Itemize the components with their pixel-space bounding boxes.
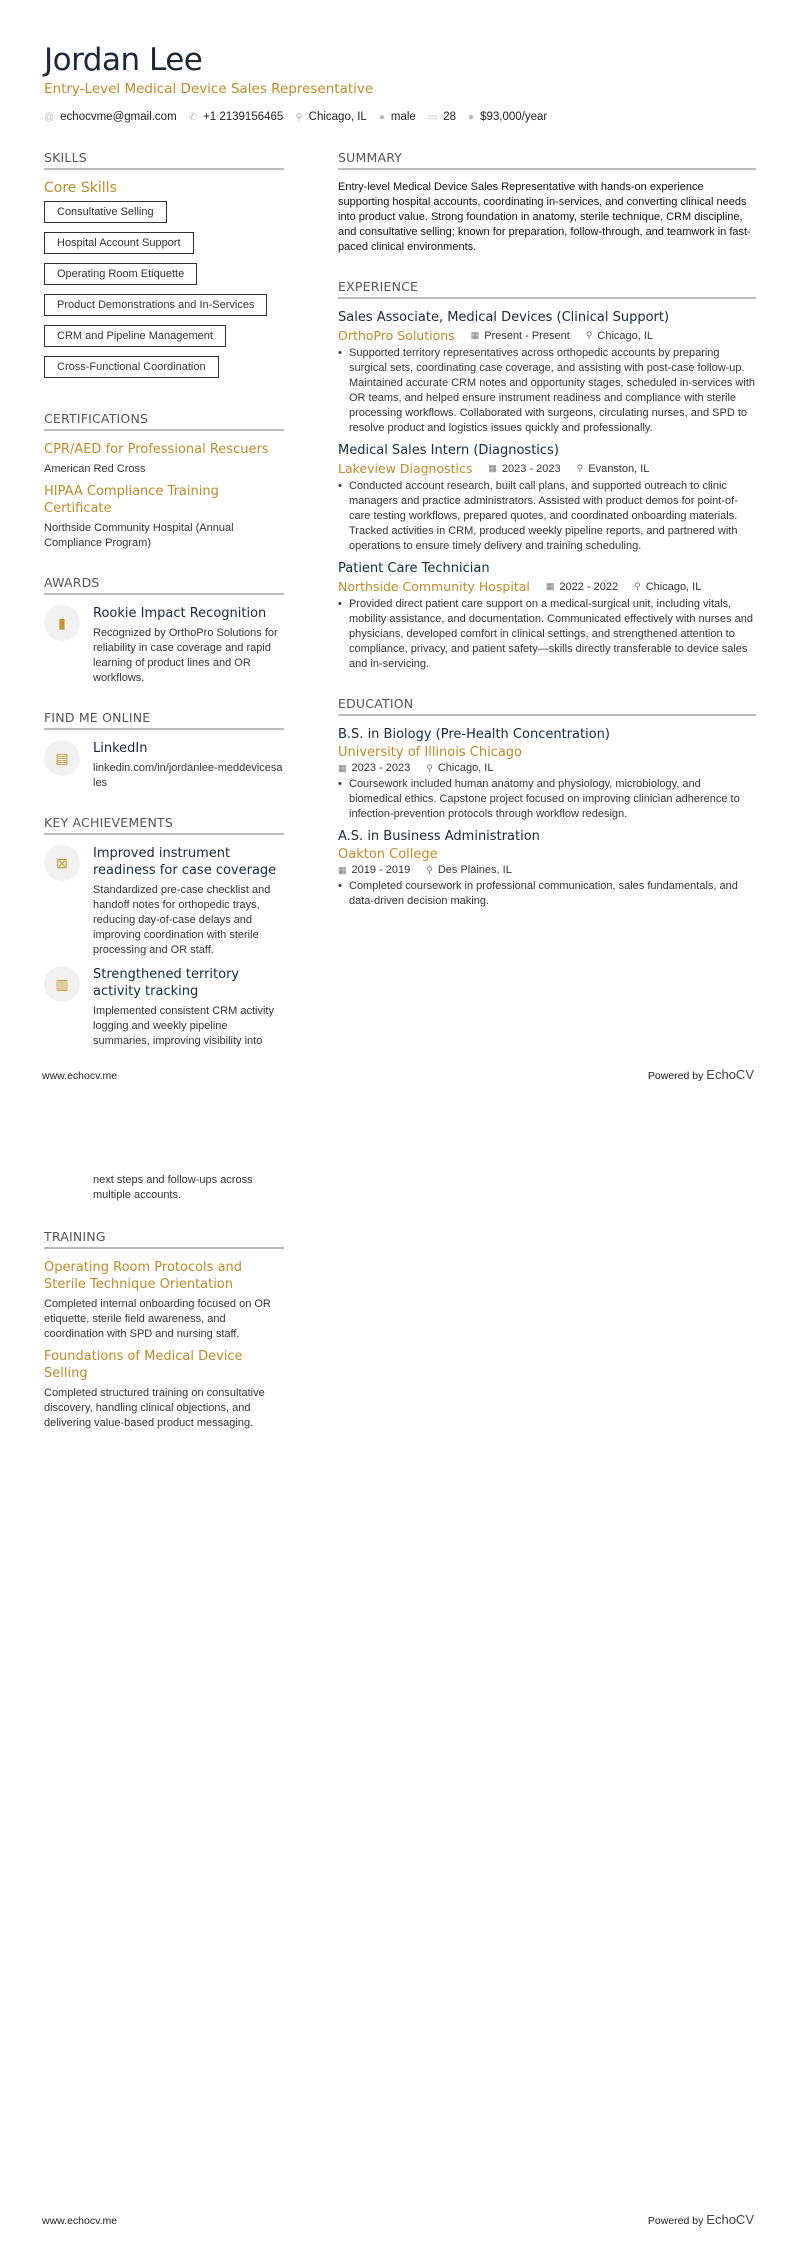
company-name: OrthoPro Solutions bbox=[338, 328, 455, 343]
section-heading: CERTIFICATIONS bbox=[44, 411, 284, 431]
section-heading: EXPERIENCE bbox=[338, 279, 756, 299]
award-description: Recognized by OrthoPro Solutions for reliability in case coverage and rapid learning of product lines and OR workflows. bbox=[93, 627, 278, 684]
contact-salary bbox=[468, 111, 547, 123]
achievement-item bbox=[44, 845, 284, 958]
footer-powered-by[interactable] bbox=[648, 1067, 754, 1082]
skill-tag: Consultative Selling bbox=[44, 201, 167, 223]
experience-item bbox=[338, 442, 756, 554]
money-icon: ● bbox=[468, 111, 475, 123]
contact-text: Chicago, IL bbox=[308, 111, 367, 123]
job-title: Patient Care Technician bbox=[338, 561, 490, 576]
resume-page-2 bbox=[0, 1123, 794, 2246]
job-location: Chicago, IL bbox=[645, 580, 702, 593]
company-name: Lakeview Diagnostics bbox=[338, 461, 473, 476]
powered-by-text: Powered by bbox=[647, 2215, 704, 2227]
contact-phone[interactable] bbox=[189, 111, 284, 123]
brand-name: EchoCV bbox=[706, 2212, 754, 2227]
school-name: University of Illinois Chicago bbox=[338, 745, 522, 760]
location-icon: ⚲ bbox=[634, 581, 641, 591]
job-title: Medical Sales Intern (Diagnostics) bbox=[338, 443, 559, 458]
edu-bullet: • Coursework included human anatomy and physiology, microbiology, and biomedical ethics. Capstone project focused on improving clinician adherence to infection-prevention protocols through workflow redesign. bbox=[338, 777, 756, 822]
skill-tag: Hospital Account Support bbox=[44, 232, 194, 254]
job-dates: Present - Present bbox=[484, 329, 570, 342]
contact-row bbox=[44, 111, 754, 123]
clipboard-icon: ▮ bbox=[44, 605, 80, 641]
training-description: Completed internal onboarding focused on OR etiquette, sterile field awareness, and coordination with SPD and nursing staff. bbox=[44, 1298, 271, 1340]
certification-name: CPR/AED for Professional Rescuers bbox=[44, 442, 269, 457]
skill-tag: Cross-Functional Coordination bbox=[44, 356, 219, 378]
left-column-continued bbox=[44, 1173, 284, 1455]
contact-gender bbox=[379, 111, 416, 123]
job-bullet: • Supported territory representatives across orthopedic accounts by preparing surgical sets, coordinating case coverage, and assisting with post-case follow-up. Maintained accurate CRM notes and opportunity stages, scheduled in-services with OR teams, and helped ensure instrument readiness and compliance with sterile processing workflows. Collaborated with surgeons, circulating nurses, and SPD to resolve product and logistics issues quickly and professionally. bbox=[338, 346, 756, 436]
location-icon: ⚲ bbox=[426, 762, 433, 773]
company-name: Northside Community Hospital bbox=[338, 579, 530, 594]
powered-by-text: Powered by bbox=[647, 1070, 704, 1082]
at-icon: @ bbox=[44, 111, 55, 123]
online-title: LinkedIn bbox=[93, 741, 148, 756]
certifications-section bbox=[44, 411, 284, 551]
skill-tag: Operating Room Etiquette bbox=[44, 263, 197, 285]
degree: A.S. in Business Administration bbox=[338, 829, 540, 844]
skills-section bbox=[44, 150, 284, 387]
contact-email[interactable] bbox=[44, 111, 177, 123]
edu-dates: 2023 - 2023 bbox=[351, 762, 411, 774]
job-bullet: • Provided direct patient care support on a medical-surgical unit, including vitals, mobility assistance, and documentation. Communicated effectively with nurses and physicians, developed comfort in clinical settings, and strengthened attention to compliance, privacy, and patient safety—skills directly transferable to device sales and in-servicing. bbox=[338, 597, 756, 672]
job-bullet: • Conducted account research, built call plans, and supported outreach to clinic managers and practice administrators. Assisted with product demos for point-of-care testing workflows, prepared quotes, and coordinated onboarding materials. Tracked activities in CRM, produced weekly pipeline reports, and partnered with operations to ensure timely delivery and training scheduling. bbox=[338, 479, 756, 554]
job-title: Sales Associate, Medical Devices (Clinical Support) bbox=[338, 310, 670, 325]
skill-tags bbox=[44, 201, 284, 387]
education-section bbox=[338, 696, 756, 909]
contact-text: $93,000/year bbox=[480, 111, 548, 123]
online-url[interactable]: linkedin.com/in/jordanlee-meddevicesales bbox=[93, 762, 283, 789]
contact-text: +1 2139156465 bbox=[203, 111, 284, 123]
edu-location: Chicago, IL bbox=[437, 762, 494, 774]
training-section bbox=[44, 1229, 284, 1431]
left-column bbox=[44, 150, 284, 1073]
achievement-description: Implemented consistent CRM activity logging and weekly pipeline summaries, improving visibility into bbox=[93, 1005, 274, 1047]
experience-item bbox=[338, 560, 756, 672]
training-description: Completed structured training on consultative discovery, handling clinical objections, and delivering value-based product messaging. bbox=[44, 1387, 265, 1429]
experience-section bbox=[338, 279, 756, 672]
achievement-title: Strengthened territory activity tracking bbox=[93, 967, 240, 999]
resume-header bbox=[44, 40, 754, 123]
education-item bbox=[338, 828, 756, 909]
footer-site-link[interactable]: www.echocv.me bbox=[42, 2215, 118, 2227]
job-location: Evanston, IL bbox=[588, 462, 650, 475]
certification-name: HIPAA Compliance Training Certificate bbox=[44, 484, 219, 516]
calendar-icon: ▦ bbox=[470, 330, 480, 340]
online-item[interactable] bbox=[44, 740, 284, 791]
training-title: Operating Room Protocols and Sterile Technique Orientation bbox=[44, 1260, 243, 1292]
section-heading: FIND ME ONLINE bbox=[44, 710, 284, 730]
section-heading: EDUCATION bbox=[338, 696, 756, 716]
online-section bbox=[44, 710, 284, 791]
candidate-title: Entry-Level Medical Device Sales Representative bbox=[44, 81, 374, 97]
document-search-icon: ▤ bbox=[44, 740, 80, 776]
contact-text: echocvme@gmail.com bbox=[60, 111, 177, 123]
achievement-description: Standardized pre-case checklist and handoff notes for orthopedic trays, reducing day-of-case delays and improving coordination with sterile processing and OR staff. bbox=[93, 884, 271, 956]
phone-icon: ✆ bbox=[188, 111, 198, 123]
certification-issuer: Northside Community Hospital (Annual Compliance Program) bbox=[44, 522, 234, 549]
right-column bbox=[338, 150, 756, 933]
calendar-icon: ▦ bbox=[545, 581, 555, 591]
degree: B.S. in Biology (Pre-Health Concentration) bbox=[338, 727, 610, 742]
job-dates: 2022 - 2022 bbox=[559, 580, 619, 593]
section-heading: TRAINING bbox=[44, 1229, 284, 1249]
section-heading: SUMMARY bbox=[338, 150, 756, 170]
calendar-icon: ▭ bbox=[427, 111, 438, 123]
skill-tag: CRM and Pipeline Management bbox=[44, 325, 226, 347]
section-heading: KEY ACHIEVEMENTS bbox=[44, 815, 284, 835]
summary-section bbox=[338, 150, 756, 255]
edu-location: Des Plaines, IL bbox=[437, 864, 512, 876]
building-icon: ▥ bbox=[44, 966, 80, 1002]
section-heading: SKILLS bbox=[44, 150, 284, 170]
contact-text: male bbox=[390, 111, 416, 123]
location-icon: ⚲ bbox=[426, 864, 433, 875]
contact-location bbox=[295, 111, 367, 123]
certification-issuer: American Red Cross bbox=[44, 463, 146, 475]
calendar-icon: ▦ bbox=[338, 762, 347, 773]
training-title: Foundations of Medical Device Selling bbox=[44, 1349, 243, 1381]
achievements-section bbox=[44, 815, 284, 1049]
award-title: Rookie Impact Recognition bbox=[93, 606, 267, 621]
footer-powered-by[interactable] bbox=[648, 2212, 754, 2227]
location-icon: ⚲ bbox=[585, 330, 593, 340]
achievement-title: Improved instrument readiness for case coverage bbox=[93, 846, 277, 878]
award-item bbox=[44, 605, 284, 686]
experience-item bbox=[338, 309, 756, 436]
edu-dates: 2019 - 2019 bbox=[351, 864, 411, 876]
footer-site-link[interactable]: www.echocv.me bbox=[42, 1070, 118, 1082]
calendar-icon: ▦ bbox=[488, 463, 497, 473]
section-heading: AWARDS bbox=[44, 575, 284, 595]
job-location: Chicago, IL bbox=[597, 329, 654, 342]
achievement-description-continued: next steps and follow-ups across multiple accounts. bbox=[93, 1174, 253, 1201]
candidate-name: Jordan Lee bbox=[44, 42, 203, 78]
skill-group-title: Core Skills bbox=[44, 180, 117, 196]
location-icon: ⚲ bbox=[576, 463, 584, 473]
contact-text: 28 bbox=[443, 111, 457, 123]
job-dates: 2023 - 2023 bbox=[501, 462, 561, 475]
user-icon: ● bbox=[378, 111, 385, 123]
school-name: Oakton College bbox=[338, 847, 438, 862]
skill-tag: Product Demonstrations and In-Services bbox=[44, 294, 267, 316]
awards-section bbox=[44, 575, 284, 686]
contact-age bbox=[428, 111, 456, 123]
edu-bullet: • Completed coursework in professional communication, sales fundamentals, and data-driven decision making. bbox=[338, 879, 756, 909]
archive-icon: ⊠ bbox=[44, 845, 80, 881]
brand-name: EchoCV bbox=[706, 1067, 754, 1082]
education-item bbox=[338, 726, 756, 822]
location-icon: ⚲ bbox=[295, 111, 303, 123]
summary-text: Entry-level Medical Device Sales Representative with hands-on experience supporting hospital accounts, coordinating in-services, and converting clinical needs into product value. Strong foundation in anatomy, sterile technique, CRM discipline, and consultative selling; known for preparation, follow-through, and teamwork in fast-paced clinical environments. bbox=[338, 181, 751, 253]
calendar-icon: ▦ bbox=[338, 864, 347, 875]
achievement-item bbox=[44, 966, 284, 1049]
